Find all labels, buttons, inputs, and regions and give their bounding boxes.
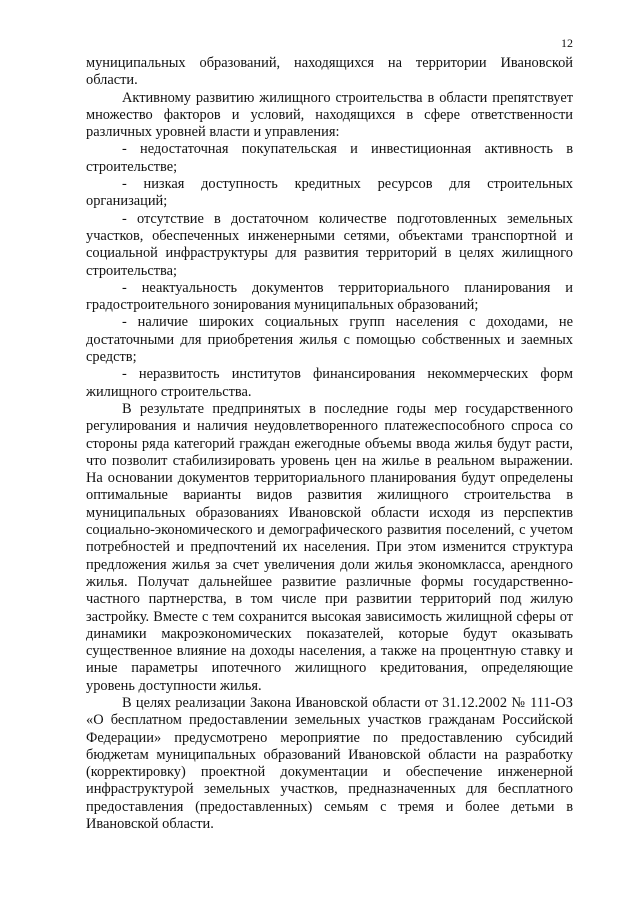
list-item-land-plots: - отсутствие в достаточном количестве подготовленных земельных участков, обеспеченных инженерными сетями, объектами транспортной и социальной инфраструктуры для развития территорий в целях жилищного строительства;: [86, 210, 573, 279]
document-page: [86, 32, 573, 833]
list-item-social-groups: - наличие широких социальных групп населения с доходами, не достаточными для приобретения жилья с помощью собственных и заемных средств;: [86, 314, 573, 366]
list-item-investment-activity: - недостаточная покупательская и инвестиционная активность в строительстве;: [86, 141, 573, 175]
list-item-planning-documents: - неактуальность документов территориального планирования и градостроительного зонирования муниципальных образований;: [86, 279, 573, 314]
paragraph-continuation: муниципальных образований, находящихся на территории Ивановской области.: [86, 55, 573, 89]
list-item-financing-institutions: - неразвитость институтов финансирования некоммерческих форм жилищного строительства.: [86, 366, 573, 400]
paragraph-obstacles-intro: Активному развитию жилищного строительства в области препятствует множество факторов и условий, находящихся в сфере ответственности различных уровней власти и управления:: [86, 89, 573, 141]
paragraph-results: В результате предпринятых в последние годы мер государственного регулирования и наличия неудовлетворенного платежеспособного спроса со стороны ряда категорий граждан ежегодные объемы ввода жилья будут расти, что позволит стабилизировать уровень цен на жилье в реальном выражении. На основании документов территориального планирования будут определены оптимальные варианты видов развития жилищного строительства в муниципальных образованиях Ивановской области исходя из перспектив социально-экономического и демографического развития поселений, с учетом потребностей и предпочтений их населения. При этом изменится структура предложения жилья за счет увеличения доли жилья экономкласса, арендного жилья. Получат дальнейшее развитие различные формы государственно-частного партнерства, в том числе при развитии территорий под жилую застройку. Вместе с тем сохранится высокая зависимость жилищной сферы от динамики макроэкономических показателей, которые будут оказывать существенное влияние на доходы населения, а также на процентную ставку и иные параметры ипотечного жилищного кредитования, определяющие уровень доступности жилья.: [86, 400, 573, 694]
page-number: 12: [561, 36, 573, 50]
paragraph-law-implementation: В целях реализации Закона Ивановской области от 31.12.2002 № 111-ОЗ «О бесплатном предоставлении земельных участков гражданам Российской Федерации» предусмотрено мероприятие по предоставлению субсидий бюджетам муниципальных образований Ивановской области на разработку (корректировку) проектной документации и обеспечение инженерной инфраструктурой земельных участков, предназначенных для бесплатного предоставления (предоставленных) семьям с тремя и более детьми в Ивановской области.: [86, 694, 573, 833]
list-item-credit-access: - низкая доступность кредитных ресурсов для строительных организаций;: [86, 176, 573, 210]
